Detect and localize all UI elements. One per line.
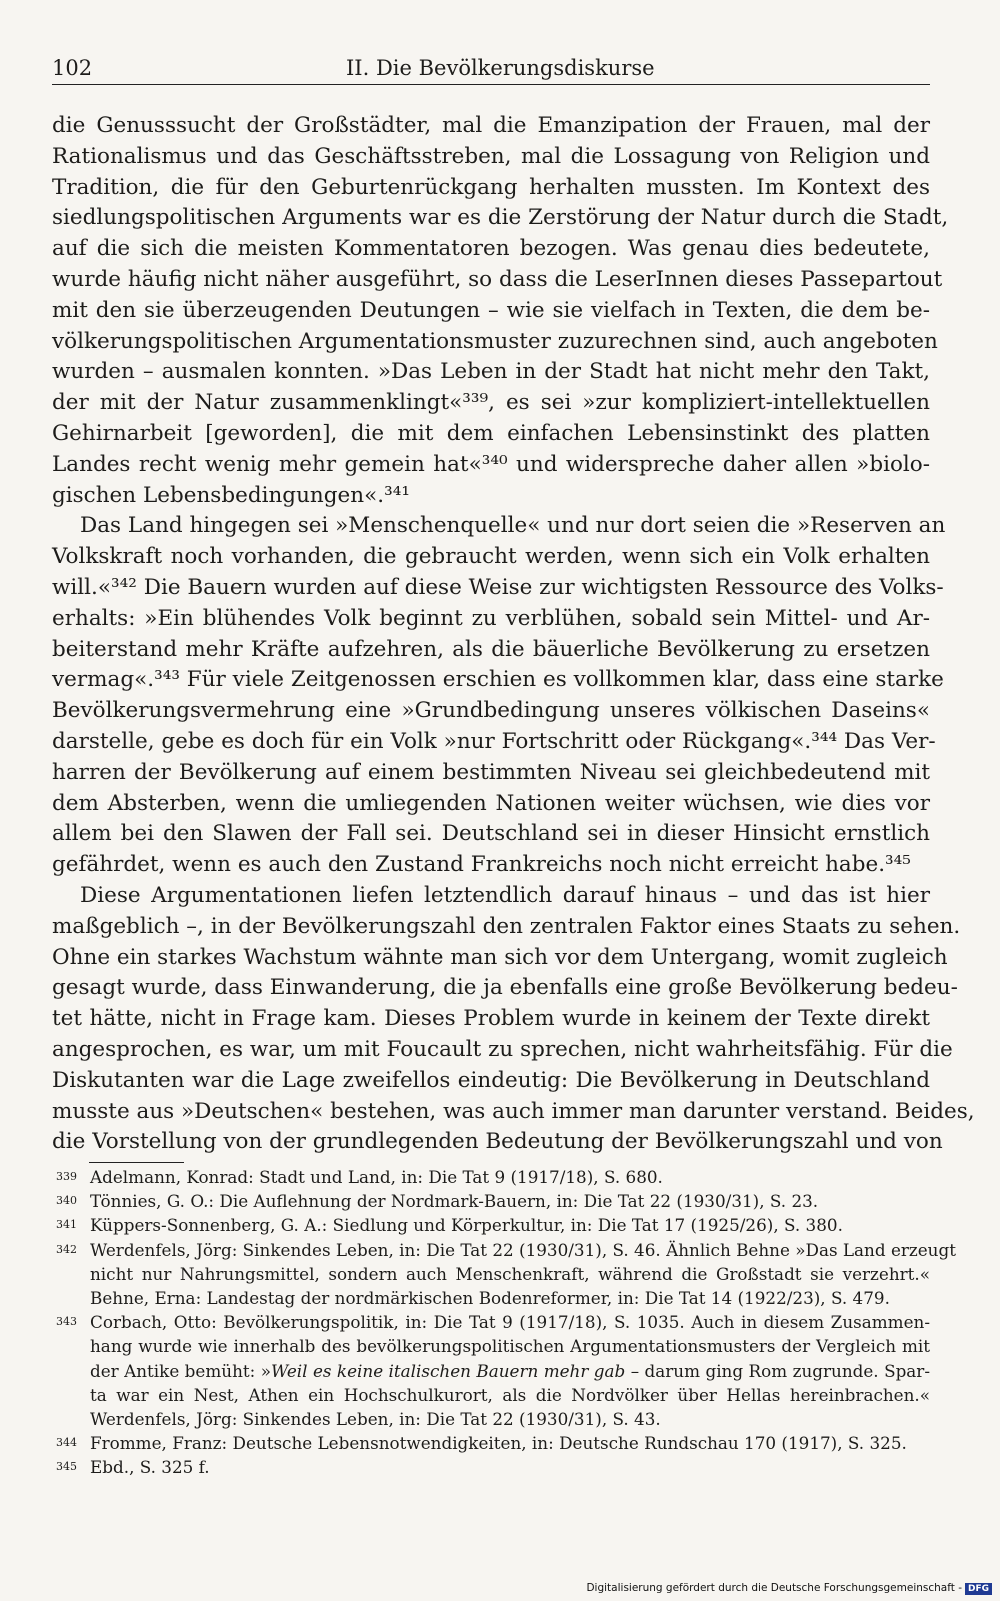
footnote-number: 340 (56, 1194, 77, 1208)
footnote-number: 342 (56, 1242, 77, 1256)
footnote-line (90, 1359, 930, 1383)
footnote-339 (52, 1165, 930, 1189)
body-line: wurden – ausmalen konnten. »Das Leben in der Stadt hat nicht mehr den Takt, (52, 359, 930, 385)
body-line: gischen Lebensbedingungen«.³⁴¹ (52, 482, 410, 508)
footnote-line: Werdenfels, Jörg: Sinkendes Leben, in: Die Tat 22 (1930/31), S. 43. (90, 1409, 661, 1430)
body-line: Diskutanten war die Lage zweifellos eindeutig: Die Bevölkerung in Deutschland (52, 1067, 930, 1093)
funding-note-text: Digitalisierung gefördert durch die Deutsche Forschungsgemeinschaft - (586, 1582, 962, 1594)
body-text (52, 111, 975, 1158)
footnote-text: – darum ging Rom zugrunde. Spar- (625, 1360, 931, 1381)
body-line: angesprochen, es war, um mit Foucault zu sprechen, nicht wahrheitsfähig. Für die (52, 1036, 953, 1062)
footnote-line: Fromme, Franz: Deutsche Lebensnotwendigkeiten, in: Deutsche Rundschau 170 (1917), S. 325. (90, 1433, 907, 1454)
body-line: darstelle, gebe es doch für ein Volk »nur Fortschritt oder Rückgang«.³⁴⁴ Das Ver- (52, 728, 936, 754)
body-line: musste aus »Deutschen« bestehen, was auch immer man darunter verstand. Beides, (52, 1098, 975, 1124)
body-line: Volkskraft noch vorhanden, die gebraucht werden, wenn sich ein Volk erhalten (52, 544, 930, 570)
body-line: erhalts: »Ein blühendes Volk beginnt zu verblühen, sobald sein Mittel- und Ar- (52, 605, 930, 631)
footnote-345 (52, 1455, 930, 1479)
footnote-number: 344 (56, 1436, 77, 1450)
body-line: mit den sie überzeugenden Deutungen – wie sie vielfach in Texten, die dem be- (52, 297, 930, 323)
body-line: allem bei den Slawen der Fall sei. Deutschland sei in dieser Hinsicht ernstlich (52, 821, 930, 847)
footnote-line: Küppers-Sonnenberg, G. A.: Siedlung und Körperkultur, in: Die Tat 17 (1925/26), S. 380. (90, 1215, 843, 1236)
body-line: gefährdet, wenn es auch den Zustand Frankreichs noch nicht erreicht habe.³⁴⁵ (52, 852, 911, 878)
footnotes (52, 1165, 956, 1480)
body-line: will.«³⁴² Die Bauern wurden auf diese Weise zur wichtigsten Ressource des Volks- (52, 574, 944, 600)
body-line: Rationalismus und das Geschäftsstreben, mal die Lossagung von Religion und (52, 143, 930, 169)
body-line: Tradition, die für den Geburtenrückgang herhalten mussten. Im Kontext des (52, 174, 930, 200)
footnote-line: Behne, Erna: Landestag der nordmärkischen Bodenreformer, in: Die Tat 14 (1922/23), S. 479. (90, 1288, 890, 1309)
footnote-line: Werdenfels, Jörg: Sinkendes Leben, in: Die Tat 22 (1930/31), S. 46. Ähnlich Behne »Das Land erzeugt (90, 1239, 956, 1260)
footnote-number: 343 (56, 1315, 77, 1329)
footnote-line: nicht nur Nahrungsmittel, sondern auch Menschenkraft, während die Großstadt sie verzehrt.« (90, 1263, 930, 1284)
body-line: auf die sich die meisten Kommentatoren bezogen. Was genau dies bedeutete, (52, 236, 930, 262)
body-line: beiterstand mehr Kräfte aufzehren, als die bäuerliche Bevölkerung zu ersetzen (52, 636, 930, 662)
body-line: tet hätte, nicht in Frage kam. Dieses Problem wurde in keinem der Texte direkt (52, 1006, 930, 1032)
body-line: dem Absterben, wenn die umliegenden Nationen weiter wüchsen, wie dies vor (52, 790, 930, 816)
footnote-341 (52, 1213, 930, 1237)
footnote-number: 341 (56, 1218, 77, 1232)
body-line: gesagt wurde, dass Einwanderung, die ja ebenfalls eine große Bevölkerung bedeu- (52, 975, 958, 1001)
dfg-logo: DFG (965, 1583, 992, 1595)
body-line: maßgeblich –, in der Bevölkerungszahl den zentralen Faktor eines Staats zu sehen. (52, 913, 961, 939)
body-line: vermag«.³⁴³ Für viele Zeitgenossen erschien es vollkommen klar, dass eine starke (52, 667, 944, 693)
funding-note (586, 1582, 992, 1595)
body-line: Ohne ein starkes Wachstum wähnte man sich vor dem Untergang, womit zugleich (52, 944, 948, 970)
footnote-line: Corbach, Otto: Bevölkerungspolitik, in: Die Tat 9 (1917/18), S. 1035. Auch in diesem Zusammen- (90, 1312, 930, 1333)
footnote-number: 339 (56, 1170, 77, 1183)
body-line: Das Land hingegen sei »Menschenquelle« und nur dort seien die »Reserven an (80, 513, 946, 539)
footnote-rule (89, 1162, 184, 1163)
running-head: II. Die Bevölkerungsdiskurse (346, 56, 655, 80)
footnote-340 (52, 1189, 930, 1213)
footnote-text: der Antike bemüht: » (90, 1360, 271, 1381)
footnote-line: Tönnies, G. O.: Die Auflehnung der Nordmark-Bauern, in: Die Tat 22 (1930/31), S. 23. (90, 1191, 819, 1212)
footnote-line: Adelmann, Konrad: Stadt und Land, in: Die Tat 9 (1917/18), S. 680. (90, 1167, 663, 1187)
body-line: Diese Argumentationen liefen letztendlich darauf hinaus – und das ist hier (80, 882, 930, 908)
footnote-line: Ebd., S. 325 f. (90, 1457, 210, 1478)
body-line: siedlungspolitischen Arguments war es die Zerstörung der Natur durch die Stadt, (52, 205, 949, 231)
footnote-number: 345 (56, 1460, 77, 1474)
page-number: 102 (52, 56, 93, 80)
footnote-343 (52, 1310, 930, 1431)
footnote-italic-quote: Weil es keine italischen Bauern mehr gab (270, 1360, 626, 1381)
footnote-344 (52, 1431, 930, 1455)
body-line: der mit der Natur zusammenklingt«³³⁹, es sei »zur kompliziert-intellektuellen (52, 390, 930, 416)
body-line: Bevölkerungsvermehrung eine »Grundbedingung unseres völkischen Daseins« (52, 698, 930, 724)
body-line: völkerungspolitischen Argumentationsmuster zuzurechnen sind, auch angeboten (52, 328, 938, 354)
body-line: wurde häufig nicht näher ausgeführt, so dass die LeserInnen dieses Passepartout (52, 266, 943, 292)
footnote-342 (52, 1238, 956, 1311)
footnote-line: ta war ein Nest, Athen ein Hochschulkurort, als die Nordvölker über Hellas hereinbrachen.« (90, 1384, 930, 1405)
body-line: die Genusssucht der Großstädter, mal die Emanzipation der Frauen, mal der (52, 113, 930, 138)
body-line: Gehirnarbeit [geworden], die mit dem einfachen Lebensinstinkt des platten (52, 420, 930, 446)
footnote-line: hang wurde wie innerhalb des bevölkerungspolitischen Argumentationsmusters der Vergleich mit (90, 1336, 930, 1357)
page-header (52, 48, 930, 85)
body-line: harren der Bevölkerung auf einem bestimmten Niveau sei gleichbedeutend mit (52, 759, 930, 785)
body-line: die Vorstellung von der grundlegenden Bedeutung der Bevölkerungszahl und von (52, 1129, 943, 1155)
body-line: Landes recht wenig mehr gemein hat«³⁴⁰ und widerspreche daher allen »biolo- (52, 451, 930, 477)
